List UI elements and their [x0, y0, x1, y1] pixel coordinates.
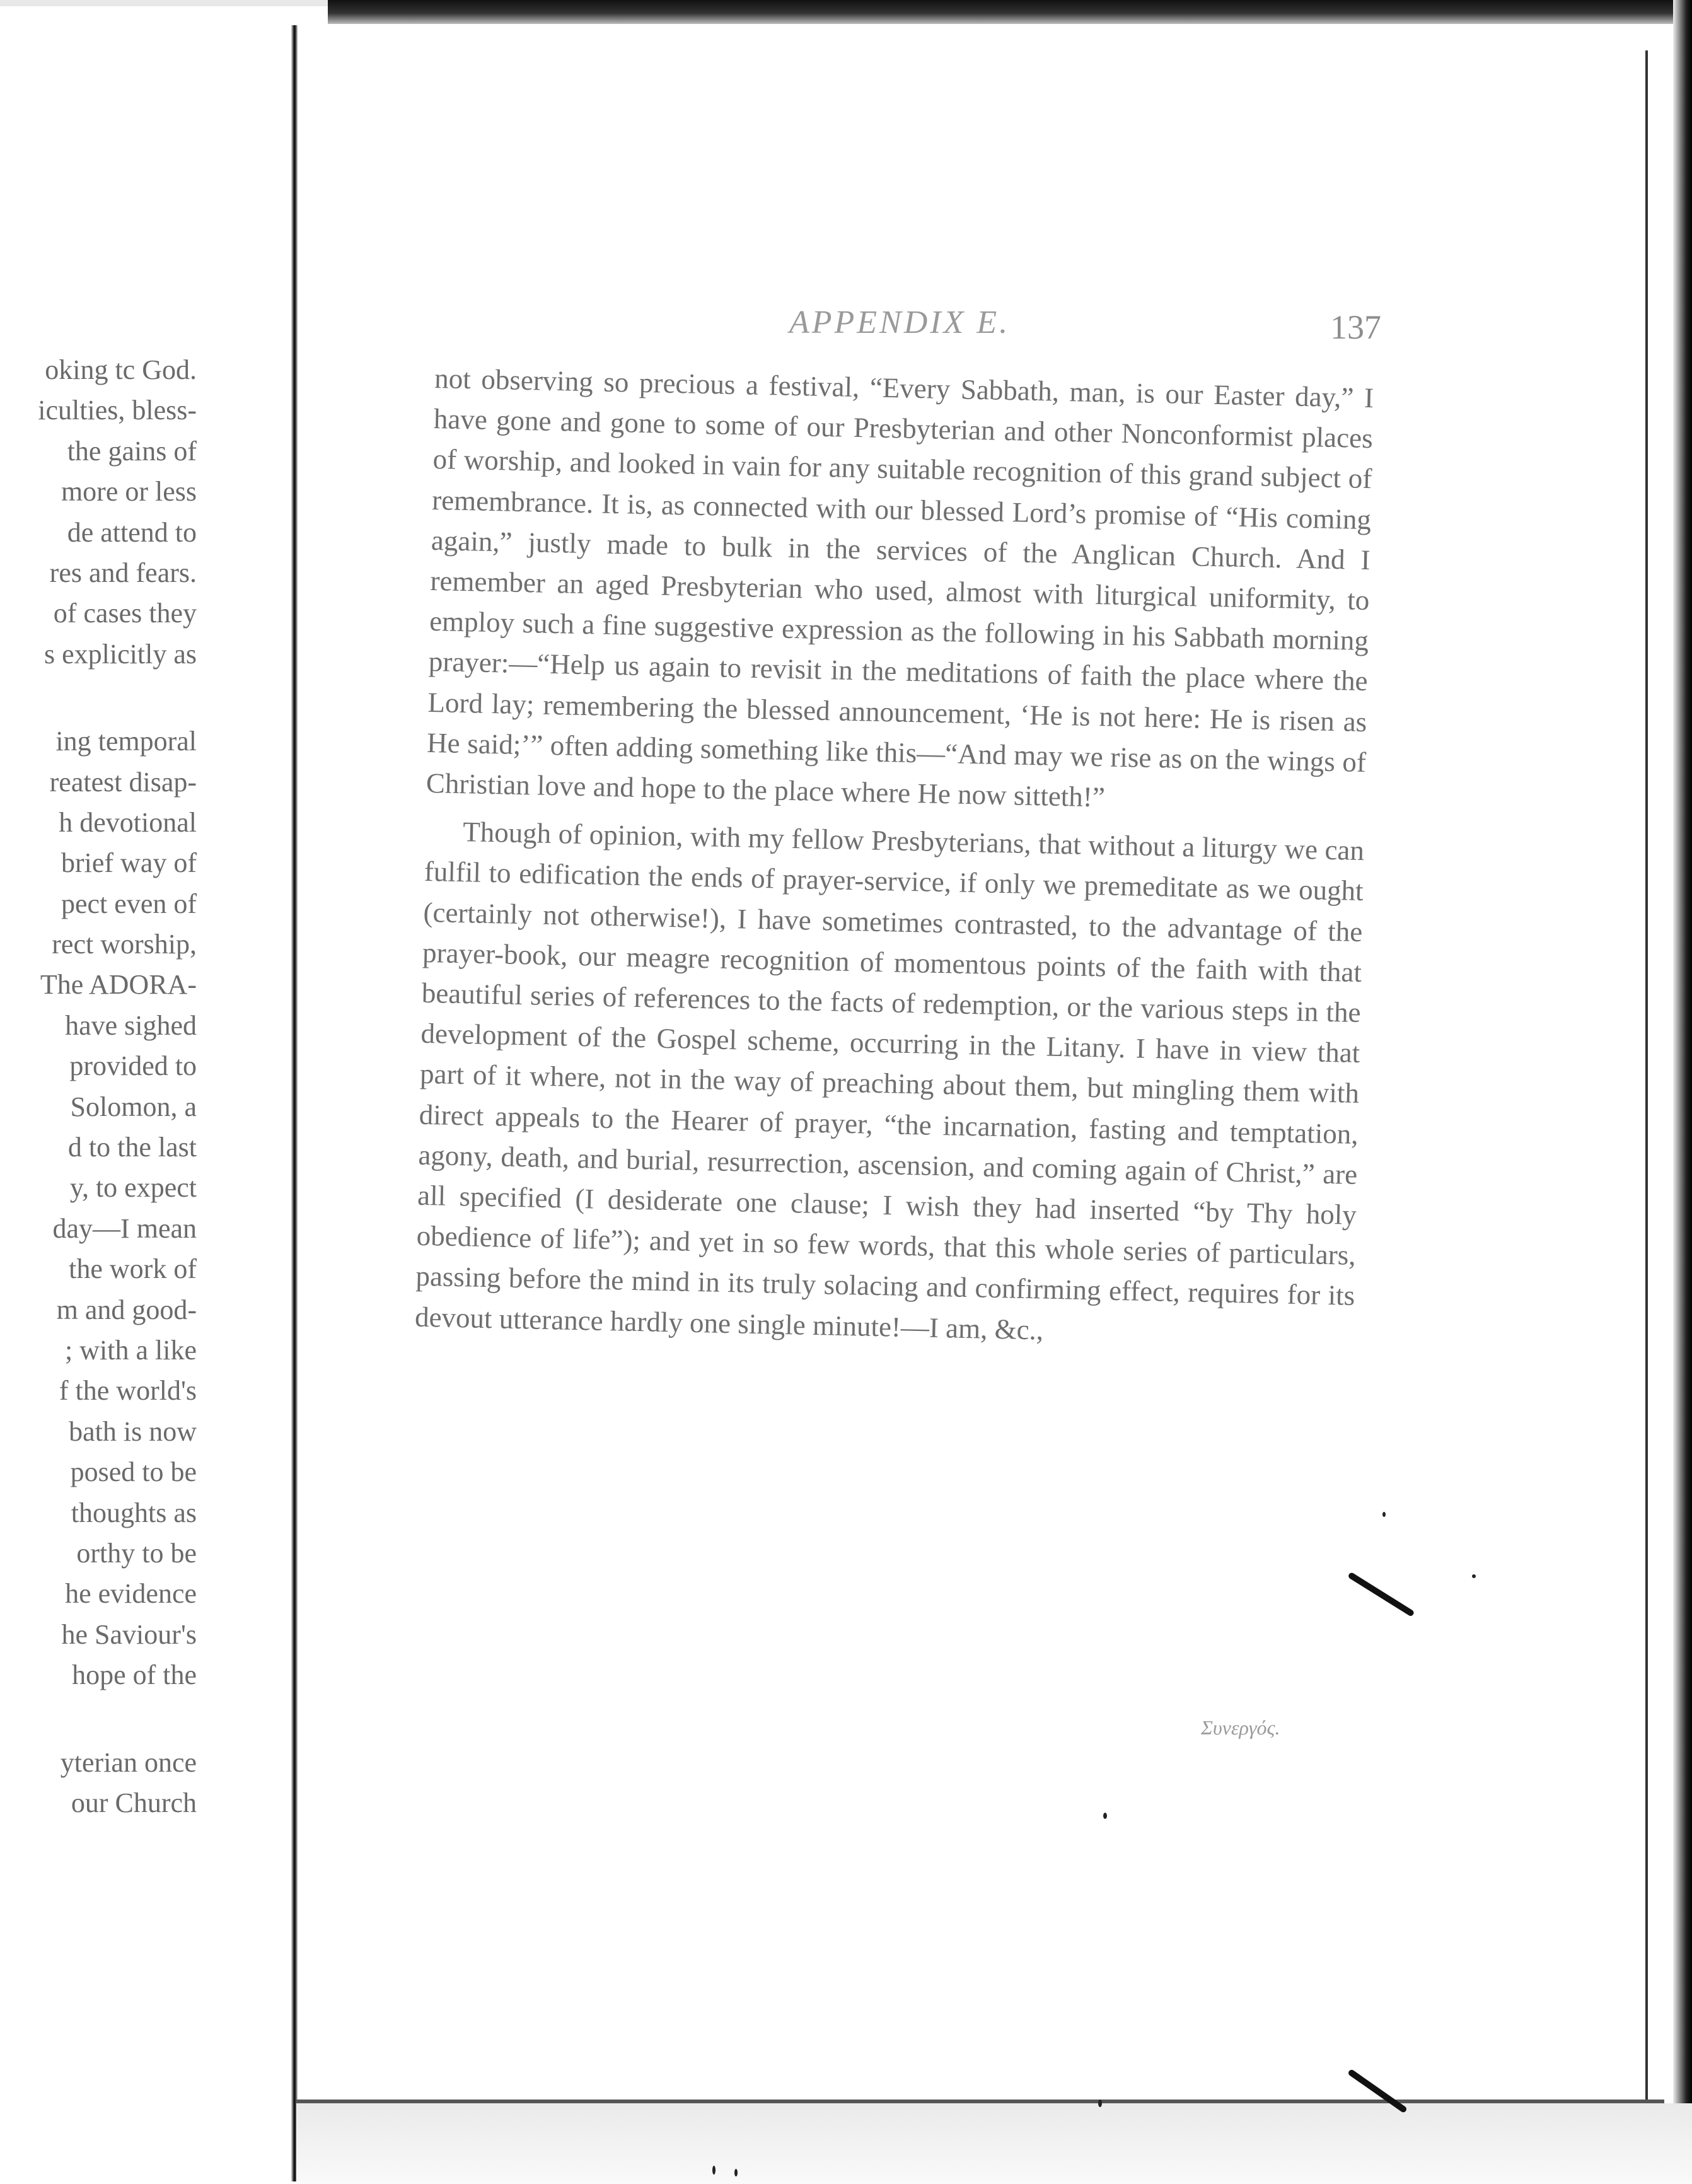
left-page-fragment: [0, 350, 197, 1823]
left-line: oking tc God.: [45, 354, 197, 385]
left-line: hope of the: [72, 1659, 197, 1691]
scan-top-edge: [328, 0, 1692, 24]
left-paragraph-gap: [0, 1696, 197, 1743]
left-line: provided to: [69, 1050, 197, 1082]
left-line: orthy to be: [76, 1537, 197, 1569]
scan-bottom-shadow: [296, 2103, 1692, 2184]
left-line: more or less: [61, 476, 197, 508]
left-line: h devotional: [59, 806, 197, 838]
page-number: 137: [1330, 308, 1381, 346]
left-line: ; with a like: [65, 1334, 197, 1366]
left-line: de attend to: [67, 516, 197, 548]
scan-speck: [1382, 1512, 1386, 1517]
left-line: our Church: [71, 1787, 197, 1818]
left-line: posed to be: [70, 1456, 197, 1488]
scan-speck: [712, 2166, 716, 2175]
left-line: The ADORA-: [40, 969, 197, 1001]
signature: Συνεργός.: [1201, 1716, 1280, 1739]
left-line: yterian once: [60, 1746, 197, 1778]
left-line: Solomon, a: [70, 1091, 197, 1122]
scan-mark: [1347, 1572, 1415, 1617]
paragraph: not observing so precious a festival, “Every Sabbath, man, is our Easter day,” I have gone and gone to some of our Presbyterian and other Nonconformist places of worship, and looked in vain for any suitable recognition of this grand subject of remembrance. It is, as connected with our blessed Lord’s promise of “His coming again,” justly made to bulk in the services of the Anglican Church. And I remember an aged Presbyterian who used, almost with liturgical uniformity, to employ such a fine suggestive expression as the following in his Sabbath morning prayer:—“Help us again to revisit in the meditations of faith the place where the Lord lay; remembering the blessed announcement, ‘He is not here: He is risen as He said;’” often adding something like this—“And may we rise as on the wings of Christian love and hope to the place where He now sitteth!”: [426, 362, 1374, 813]
left-line: thoughts as: [71, 1497, 197, 1528]
left-line: bath is now: [69, 1415, 197, 1447]
left-line: rect worship,: [52, 929, 197, 960]
left-line: res and fears.: [49, 557, 197, 588]
left-line: brief way of: [61, 847, 197, 879]
book-gutter: [291, 25, 298, 2181]
scan-speck: [1098, 2100, 1102, 2107]
scan-top-edge-left: [0, 0, 328, 6]
left-line: he evidence: [65, 1578, 197, 1610]
scan-right-edge: [1673, 0, 1692, 2184]
page-body: [414, 358, 1374, 1357]
left-line: have sighed: [65, 1009, 197, 1041]
scan-speck: [1472, 1574, 1476, 1578]
left-line: reatest disap-: [49, 766, 197, 798]
left-paragraph-gap: [0, 675, 197, 721]
paragraph: Though of opinion, with my fellow Presbyterians, that without a liturgy we can fulfil to edification the ends of prayer-service, if only we premeditate as we ought (certainly not otherwise!), I have sometimes contrasted, to the advantage of the prayer-book, our meagre recognition of momentous points of the faith with that beautiful series of references to the facts of redemption, or the various steps in the development of the Gospel scheme, occurring in the Litany. I have in view that part of it where, not in the way of preaching about them, but mingling them with direct appeals to the Hearer of prayer, “the incarnation, fasting and temptation, agony, death, and burial, resurrection, ascension, and coming again of Christ,” are all specified (I desiderate one clause; I wish they had inserted “by Thy holy obedience of life”); and yet in so few words, that this whole series of particulars, passing before the mind in its truly solacing and confirming effect, requires for its devout utterance hardly one single minute!—I am, &c.,: [414, 816, 1365, 1346]
left-line: f the world's: [59, 1375, 197, 1407]
scan-speck: [1103, 1813, 1107, 1819]
page-right-border: [1645, 50, 1648, 2103]
left-line: he Saviour's: [61, 1618, 197, 1650]
left-line: of cases they: [53, 598, 197, 629]
left-line: d to the last: [67, 1132, 197, 1163]
left-line: y, to expect: [69, 1172, 197, 1204]
left-line: m and good-: [56, 1294, 197, 1325]
left-line: the work of: [69, 1253, 197, 1285]
left-line: s explicitly as: [44, 638, 197, 670]
scan-speck: [734, 2169, 738, 2176]
left-line: pect even of: [61, 888, 197, 919]
left-line: iculties, bless-: [38, 395, 197, 426]
left-line: day—I mean: [52, 1212, 197, 1244]
left-line: ing temporal: [55, 726, 197, 757]
running-head: APPENDIX E.: [789, 305, 1011, 340]
left-line: the gains of: [67, 435, 197, 467]
